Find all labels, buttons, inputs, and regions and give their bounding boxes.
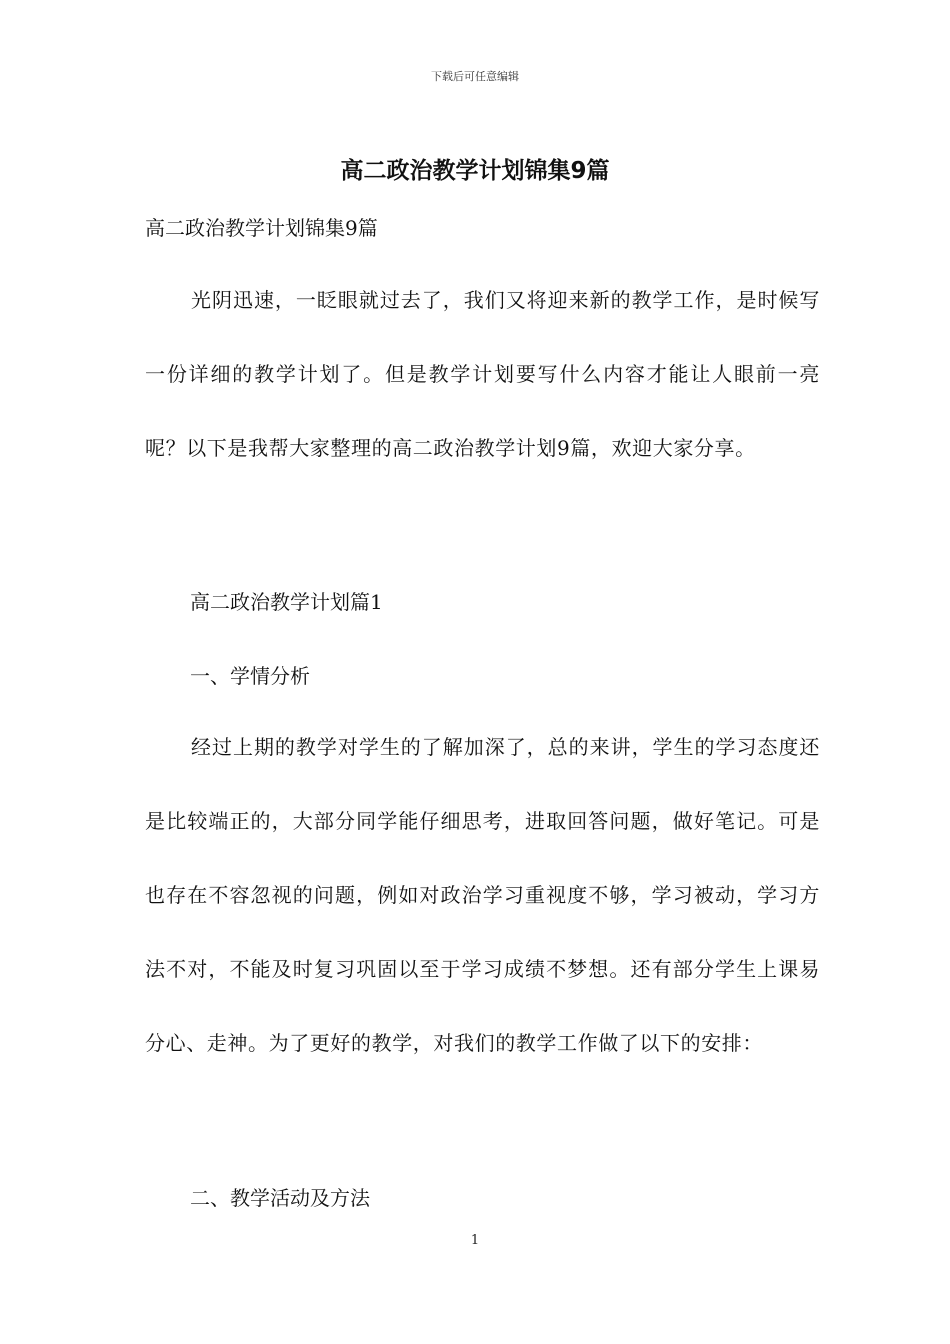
body-paragraph: 经过上期的教学对学生的了解加深了，总的来讲，学生的学习态度还是比较端正的，大部分同学能仔细思考，进取回答问题，做好笔记。可是也存在不容忽视的问题，例如对政治学习重视度不够，学习被动，学习方法不对，不能及时复习巩固以至于学习成绩不梦想。还有部分学生上课易分心、走神。为了更好的教学，对我们的教学工作做了以下的安排： [145,735,820,1055]
header-note: 下载后可任意编辑 [431,70,519,83]
page-number: 1 [470,1233,480,1248]
intro-paragraph: 光阴迅速，一眨眼就过去了，我们又将迎来新的教学工作，是时候写一份详细的教学计划了。但是教学计划要写什么内容才能让人眼前一亮呢？以下是我帮大家整理的高二政治教学计划9篇，欢迎大家分享。 [145,288,820,460]
heading-analysis: 一、学情分析 [190,664,310,688]
document-title: 高二政治教学计划锦集9篇 [340,158,610,184]
section-title: 高二政治教学计划篇1 [190,590,383,614]
heading-methods: 二、教学活动及方法 [190,1186,370,1210]
document-subtitle: 高二政治教学计划锦集9篇 [145,216,378,240]
